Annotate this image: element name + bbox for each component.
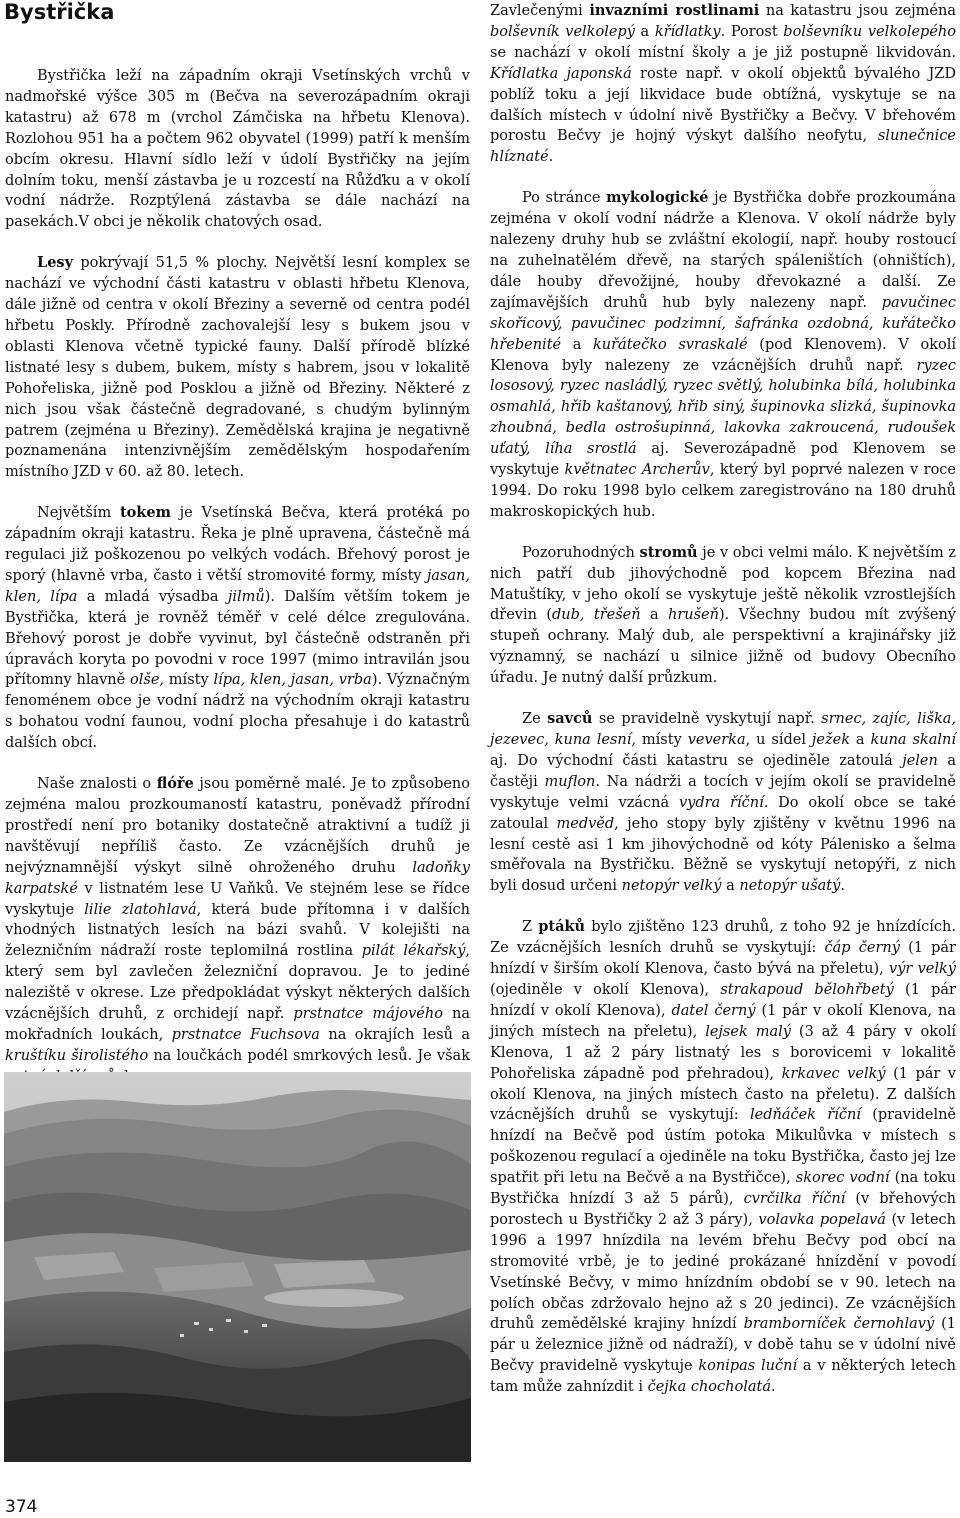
species-name-text: bolševník velkolepý [490,23,635,40]
keyword-text: invazními rostlinami [589,2,760,19]
text-run: a v některých letech tam může zahnízdit i [490,1358,956,1396]
paragraph-streams [5,503,470,754]
text-run: aj. Do východní části katastru se ojediněle zatoulá [490,752,903,769]
text-run: na okrajích lesů a [319,1026,470,1043]
keyword-text: ptáků [538,918,586,936]
species-name-text: jelen [902,752,938,769]
text-run: Zavlečenými [490,3,590,19]
text-run: , který sem byl zavlečen železniční dopravou. Je to jediné naleziště v okrese. Lze předpokládat výskyt některých dalších vzácnějších druhů, z orchidejí např. [5,943,470,1023]
text-run: , která bude přítomna i v dalších vhodných listnatých lesích na bázi svahů. V kolejišti na železničním nádraží roste teplomilná rostlina [5,901,470,960]
species-name-text: veverka [687,732,746,748]
species-name-text: dub, třešeň [552,607,641,624]
species-name-text: lípa, klen, jasan, vrba [213,672,372,689]
text-run: ). Všechny budou mít zvýšený stupeň ochrany. Malý dub, ale perspektivní a krajinářsky již významný, se nachází u silnice jižně od budovy Obecního úřadu. Je nutný další průzkum. [490,607,956,687]
text-run: (na toku Bystřička hnízdí 3 až 5 párů), [490,1170,956,1208]
left-column [5,66,470,1108]
paragraph-mycology [490,188,956,523]
page-title: Bystřička [4,0,115,24]
text-run: (pod Klenovem). V okolí Klenova byly nalezeny ze vzácnějších druhů např. [490,336,956,374]
text-run: na loučkách podél smrkových lesů. Je však [153,1047,470,1064]
keyword-text: flóře [156,775,194,793]
species-name-text: lilie zlatohlavá [84,901,197,918]
species-name-text: bolševníku velkolepého [783,23,956,40]
text-run: Ze [522,711,548,728]
text-run: a mladá výsadba [77,588,228,605]
text-run: je Vsetínská Bečva, která protéká po západním okraji katastru. Řeka je plně upravena, částečně má regulaci již poškozenou po velkých vodách. Břehový porost je sporý (hlavně vrba, často i větší stromovité formy, místy [5,505,470,584]
text-run: bylo zjištěno 123 druhů, z toho 92 je hnízdících. Ze vzácnějších lesních druhů se vyskytují: [490,919,956,957]
paragraph-forests [5,253,470,483]
text-run: je Bystřička dobře prozkoumána zejména v okolí vodní nádrže a Klenova. V okolí nádrže byly nalezeny druhy hub se zvláštní ekologií, např. houby rostoucí na zuhelnatělém dřevě, na starých spáleništích (ohništích), dále houby dřevožijné, houby dřevokazné a další. Ze zajímavějších druhů hub byly nalezeny např. [490,190,956,311]
keyword-text: mykologické [606,189,709,207]
text-run: , který byl poprvé nalezen v roce 1994. Do roku 1998 bylo celkem zaregistrováno na 180 druhů makroskopických hub. [490,462,956,520]
species-name-text: cvrčilka říční [743,1191,846,1208]
species-name-text: pilát lékařský [361,943,466,960]
species-name-text: křídlatky [654,23,721,40]
paragraph-mammals [490,709,956,897]
keyword-text: savců [547,710,593,728]
page-number: 374 [5,1497,38,1517]
species-name-text: volavka popelavá [758,1211,886,1228]
keyword-text: Lesy [37,254,74,272]
species-name-text: srnec, zajíc, liška, jezevec, kuna lesní, [490,711,956,748]
text-run: Bystřička leží na západním okraji Vsetínských vrchů v nadmořské výšce 305 m (Bečva na severozápadním okraji katastru) až 678 m (vrchol Zámčiska na hřbetu Klenova). Rozlohou 951 ha a počtem 962 obyvatel (1999) patří k menším obcím okresu. Hlavní sídlo leží v údolí Bystřičky na jejím dolním toku, menší zástavba je u rozcestí na Růžďku a v okolí vodní nádrže. Rozptýlená zástavba se dále nachází na pasekách.V obci je několik chatových osad. [5,68,470,231]
text-run: (3 až 4 páry v okolí Klenova, 1 až 2 páry listnatý les s borovicemi v lokalitě Pohořeliska západně pod přehradou), [490,1023,957,1082]
text-run: . [548,149,554,166]
paragraph-invasive-plants [490,1,956,168]
text-run: a [849,732,871,748]
species-name-text: kruštíku širolistého [5,1047,149,1064]
right-column [490,1,956,1418]
text-run: se nachází v okolí místní školy a je již postupně likvidován. [490,44,956,61]
keyword-text: tokem [119,504,171,522]
paragraph-intro [5,66,470,233]
text-run: a [634,23,655,40]
text-run: (ojediněle v okolí Klenova), [490,981,721,998]
text-run: Naše znalosti o [37,776,157,793]
paragraph-birds [490,917,956,1398]
species-name-text: skorec vodní [795,1170,890,1187]
text-run: místy [164,672,214,689]
species-name-text: ryzec lososový, ryzec nasládlý, ryzec světlý, holubinka bílá, holubinka osmahlá, hřib kaštanový, hřib siný, šupinovka slizká, šupinovka zhoubná, bedla ostrošupinná, lakovka zakroucená, rudoušek uťatý, líha srostlá [490,357,956,458]
text-run: ). Význačným fenoménem obce je vodní nádrž na východním okraji katastru s bohatou vodní faunou, vodní plocha přesahuje i do katastrů dalších obcí. [5,672,470,752]
text-run: na mokřadních loukách, [5,1006,470,1043]
species-name-text: medvěd [556,815,615,832]
text-run: na katastru jsou zejména [759,3,956,19]
text-run: roste např. v okolí objektů bývalého JZD poblíž toku a její likvidace bude obtížná, vyskytuje se na dalších místech v údolní nivě Bystřičky a Bečvy. V břehovém porostu Bečvy je hojný výskyt dalšího neofytu, [490,65,956,145]
species-name-text: jasan, klen, lípa [5,567,470,605]
text-run: . [770,1379,776,1396]
species-name-text: kuřátečko svraskalé [593,336,748,353]
text-run: , jeho stopy byly zjištěny v květnu 1996 na lesní cestě asi 1 km jihovýchodně od kóty Pálenisko a šelma směřovala na Bystřičku. Běžně se vyskytují netopýři, z nich byli dosud určeni [490,815,956,895]
text-run: je v obci velmi málo. K největším z nich patří dub jihovýchodně pod kopcem Březina nad Matuštíky, v jeho okolí se vyskytuje ještě několik vzrostlejších dřevin ( [490,544,956,624]
species-name-text: výr velký [889,961,956,978]
paragraph-trees [490,543,956,689]
species-name-text: konipas luční [698,1358,798,1375]
text-run: a častěji [490,752,956,790]
paragraph-flora [5,774,470,1088]
text-run: (1 pár hnízdí v okolí Klenova), [490,981,956,1019]
landscape-photo [4,1072,471,1462]
text-run: ). Dalším větším tokem je Bystřička, která je rovněž téměř v celé délce zregulována. Břehový porost je dobře vyvinut, byl částečně odstraněn při úpravách koryta po povodni v roce 1997 (mimo intravilán jsou přítomny hlavně [5,588,471,689]
species-name-text: Křídlatka japonská [490,65,632,82]
species-name-text: muflon [544,773,596,790]
text-run: (v letech 1996 a 1997 hnízdila na levém břehu Bečvy pod obcí na stromovité vrbě, je to jediné prokázané hnízdění v povodí Vsetínské Bečvy, v mimo hnízdním období se v 90. letech na polích občas zdržovalo hejno až s 20 jedinci). Ze vzácnějších druhů zemědělské krajiny hnízdí [490,1211,957,1333]
species-name-text: pavučinec skořicový, pavučinec podzimní, šafránka ozdobná, kuřátečko hřebenité [490,294,956,353]
species-name-text: olše, [130,672,165,689]
species-name-text: ladoňky karpatské [5,859,470,897]
species-name-text: ježek [811,732,850,748]
text-run: (pravidelně hnízdí na Bečvě pod ústím potoka Mikulůvka v místech s poškozenou regulací a ojediněle na toku Bystřička, často jej lze spatřit při letu na Bečvě a na Bystřičce), [490,1107,957,1187]
species-name-text: strakapoud bělohřbetý [720,981,894,998]
species-name-text: jilmů [227,588,265,605]
text-run: místy [636,732,688,748]
keyword-text: stromů [639,543,698,561]
species-name-text: netopýr ušatý [739,878,841,895]
species-name-text: ledňáček říční [750,1107,861,1124]
text-run: Po stránce [522,190,607,207]
text-run: pokrývají 51,5 % plochy. Největší lesní komplex se nachází ve východní části katastru v oblasti hřbetu Klenova, dále jižně od centra v okolí Březiny a severně od centra podél hřbetu Poskly. Přírodně zachovalejší lesy s bukem jsou v oblasti Klenova včetně typické fauny. Další přírodě blízké listnaté lesy s dubem, bukem, místy s habrem, jsou v lokalitě Pohořeliska, jižně pod Posklou a jižně od Březiny. Některé z nich jsou však částečně degradované, s chudým bylinným patrem (zejména u Březiny). Zemědělská krajina je negativně poznamenána intenzivnějším zemědělským hospodařením místního JZD v 60. až 80. letech. [5,255,470,481]
species-name-text: prstnatce májového [293,1006,443,1023]
species-name-text: čáp černý [824,940,900,957]
text-run: . Do okolí obce se také zatoulal [490,794,956,832]
species-name-text: lejsek malý [705,1023,791,1040]
text-run: . [840,878,845,895]
text-run: jsou poměrně malé. Je to způsobeno zejména malou prozkoumaností katastru, poněvadž přírodní prostředí není pro botaniky dostatečně atraktivní a tudíž ji navštěvují nepříliš často. Ze vzácnějších druhů je nejvýznamnější výskyt silně ohroženého druhu [5,776,471,876]
species-name-text: čejka chocholatá [647,1379,771,1396]
text-run: (1 pár v okolí Klenova, na jiných místech na přeletu), [490,1002,957,1040]
species-name-text: prstnatce Fuchsova [171,1026,320,1043]
text-run: (v břehových porostech u Bystřičky 2 až 3 páry), [490,1191,956,1228]
text-run: v listnatém lese U Vaňků. Ve stejném lese se řídce vyskytuje [5,880,470,918]
text-run: aj. Severozápadně pod Klenovem se vyskytuje [490,441,956,479]
text-run: Z [522,919,539,936]
text-run: , u sídel [745,732,812,748]
text-run: . Porost [720,23,784,40]
species-name-text: krkavec velký [781,1065,886,1082]
text-run: (1 pár u železnice jižně od nádraží), v době tahu se v údolní nivě Bečvy pravidelně vyskytuje [490,1316,956,1375]
text-run: se pravidelně vyskytují např. [592,711,822,728]
species-name-text: květnatec Archerův [564,462,710,479]
species-name-text: hrušeň [668,607,719,624]
text-run: Největším [37,505,120,522]
text-run: a [561,336,593,353]
species-name-text: datel černý [671,1002,756,1019]
species-name-text: vydra říční [678,794,764,811]
species-name-text: kuna skalní [870,732,956,748]
text-run: (1 pár hnízdí v širším okolí Klenova, často bývá na přeletu), [490,940,956,978]
species-name-text: slunečnice hlíznaté [490,128,956,166]
landscape-photo-image [4,1072,471,1462]
species-name-text: netopýr velký [621,878,722,895]
text-run: a [721,878,740,895]
species-name-text: bramborníček černohlavý [743,1316,935,1333]
text-run: a [640,607,668,624]
text-run: Pozoruhodných [522,544,640,561]
text-run: . Na nádrži a tocích v jejím okolí se pravidelně vyskytuje velmi vzácná [490,773,956,811]
text-run: (1 pár v okolí Klenova, na jiných místech často na přeletu). Z dalších vzácnějších druhů se vyskytují: [490,1065,956,1124]
